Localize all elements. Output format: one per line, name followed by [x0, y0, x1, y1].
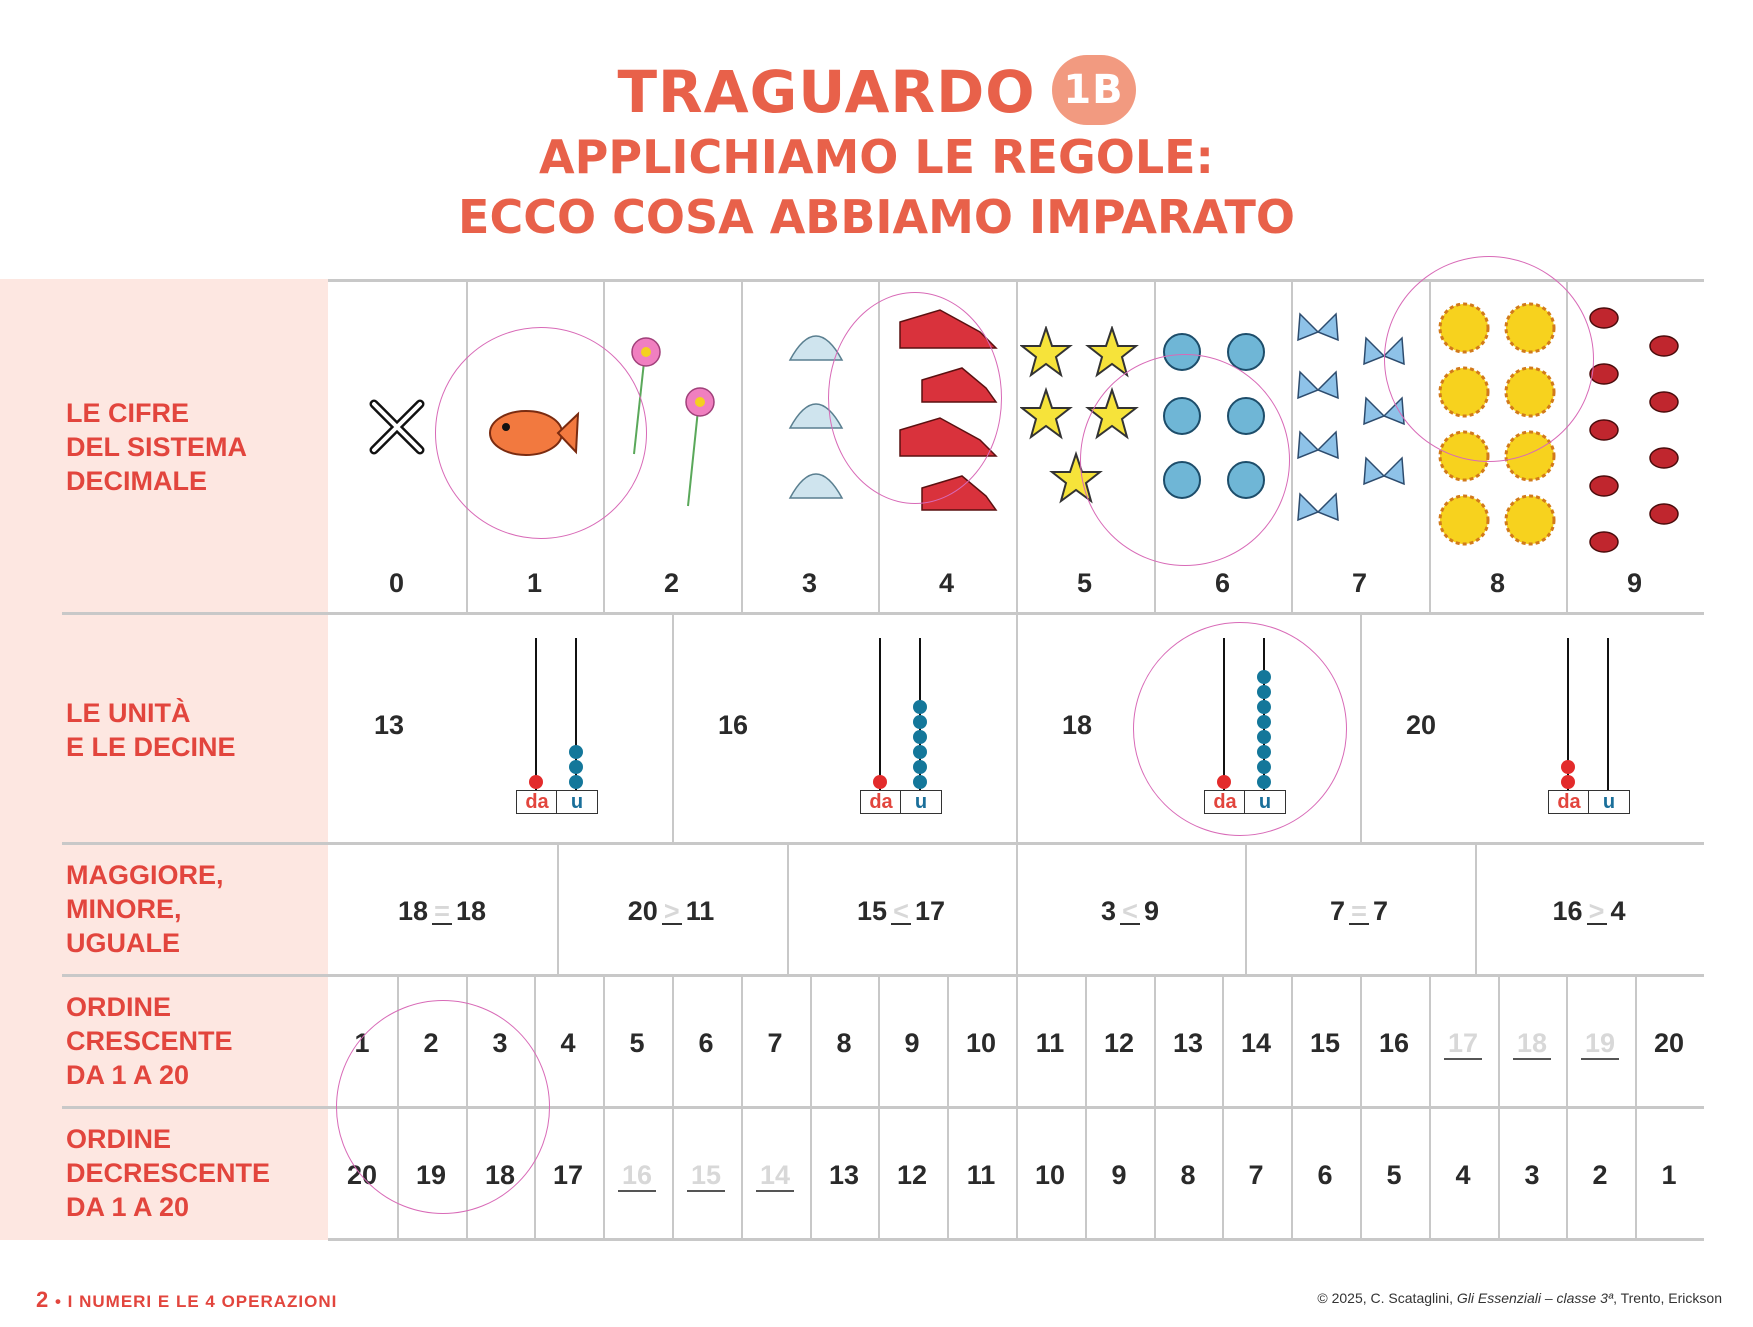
units-label: u — [900, 790, 942, 814]
sequence-number: 17 — [1429, 1028, 1497, 1059]
tens-label: da — [516, 790, 558, 814]
comparison-cell — [1475, 896, 1703, 927]
sequence-number: 19 — [1566, 1028, 1634, 1059]
sequence-number: 12 — [1103, 1028, 1135, 1058]
abacus-number: 18 — [1062, 710, 1093, 740]
bead-tens — [529, 775, 543, 789]
grid-line — [741, 282, 743, 612]
units-label: u — [1588, 790, 1630, 814]
sequence-number: 7 — [1248, 1160, 1264, 1190]
sequence-number: 9 — [904, 1028, 920, 1058]
grid-line — [1360, 615, 1362, 842]
decorative-circle — [828, 292, 1002, 504]
comparison-cell — [787, 896, 1015, 927]
label-units: LE UNITÀ E LE DECINE — [66, 698, 236, 762]
grid-line — [62, 842, 1704, 845]
compare-right: 4 — [1610, 896, 1626, 926]
decorative-circle — [1133, 622, 1347, 836]
bead-units — [913, 760, 927, 774]
sequence-number: 16 — [603, 1160, 671, 1191]
sequence-number: 11 — [1035, 1028, 1065, 1058]
sequence-number: 9 — [1111, 1160, 1127, 1190]
grid-line — [1016, 615, 1018, 842]
sequence-number: 2 — [1592, 1160, 1608, 1190]
sequence-number: 15 — [672, 1160, 740, 1191]
sequence-number: 10 — [1034, 1160, 1066, 1190]
comparison-cell — [1016, 896, 1244, 927]
abacus-number: 20 — [1406, 710, 1437, 740]
zero-cross-icon — [368, 398, 426, 456]
digit-number: 4 — [938, 568, 955, 598]
digit-number: 7 — [1351, 568, 1368, 598]
abacus-number: 13 — [374, 710, 405, 740]
abacus-rod-units — [1607, 638, 1609, 790]
sequence-number: 16 — [1378, 1028, 1410, 1058]
traguardo-badge: 1B — [1052, 55, 1136, 125]
digit-number: 8 — [1489, 568, 1506, 598]
sequence-number: 14 — [741, 1160, 809, 1191]
grid-line — [1291, 282, 1293, 612]
page-number: 2 — [36, 1287, 50, 1312]
decorative-circle — [1080, 354, 1290, 566]
sequence-number: 3 — [1524, 1160, 1540, 1190]
decorative-circle — [435, 327, 647, 539]
footer-section — [36, 1287, 337, 1313]
compare-operator: < — [891, 899, 911, 925]
grid-line — [1016, 282, 1018, 612]
footer-copyright: © 2025, C. Scataglini, Gli Essenziali – classe 3ª, Trento, Erickson — [1317, 1290, 1722, 1306]
digit-number: 3 — [801, 568, 818, 598]
abacus-rod-tens — [879, 638, 881, 790]
units-label: u — [556, 790, 598, 814]
digit-number: 2 — [663, 568, 680, 598]
compare-left: 20 — [627, 896, 658, 926]
digit-number: 0 — [388, 568, 405, 598]
sequence-number: 1 — [1661, 1160, 1677, 1190]
candies-icon — [1580, 294, 1700, 562]
comparison-cell — [557, 896, 785, 927]
title-line1: TRAGUARDO — [617, 58, 1036, 126]
digit-number: 1 — [526, 568, 543, 598]
sequence-number: 3 — [492, 1028, 508, 1058]
sequence-number: 8 — [836, 1028, 852, 1058]
bead-units — [913, 775, 927, 789]
sequence-number: 15 — [1309, 1028, 1341, 1058]
sequence-number: 14 — [1240, 1028, 1272, 1058]
comparison-cell — [1245, 896, 1473, 927]
sequence-number: 5 — [629, 1028, 645, 1058]
sequence-number: 18 — [1498, 1028, 1566, 1059]
label-digits: LE CIFRE DEL SISTEMA DECIMALE — [66, 398, 248, 496]
bead-units — [913, 715, 927, 729]
digit-number: 5 — [1076, 568, 1093, 598]
grid-line — [328, 1238, 1704, 1241]
compare-right: 9 — [1144, 896, 1160, 926]
sequence-number: 20 — [346, 1160, 378, 1190]
compare-left: 15 — [856, 896, 887, 926]
compare-operator: = — [1349, 899, 1369, 925]
compare-left: 16 — [1552, 896, 1583, 926]
label-compare: MAGGIORE, MINORE, UGUALE — [66, 860, 224, 958]
bead-units — [913, 730, 927, 744]
grid-line — [62, 612, 1704, 615]
compare-right: 11 — [685, 896, 715, 926]
comparison-cell — [328, 896, 556, 927]
compare-left: 7 — [1329, 896, 1345, 926]
bead-units — [913, 700, 927, 714]
compare-right: 17 — [915, 896, 946, 926]
compare-operator: < — [1120, 899, 1140, 925]
digit-number: 9 — [1626, 568, 1643, 598]
sequence-number: 13 — [828, 1160, 860, 1190]
bead-units — [569, 775, 583, 789]
sequence-number: 6 — [698, 1028, 714, 1058]
compare-left: 3 — [1100, 896, 1116, 926]
sequence-number: 5 — [1386, 1160, 1402, 1190]
sequence-number: 13 — [1172, 1028, 1204, 1058]
bead-units — [569, 760, 583, 774]
sequence-number: 10 — [965, 1028, 997, 1058]
compare-left: 18 — [397, 896, 428, 926]
sequence-number: 4 — [1455, 1160, 1471, 1190]
grid-line — [62, 974, 1704, 977]
abacus-number: 16 — [718, 710, 749, 740]
sequence-number: 1 — [354, 1028, 370, 1058]
tens-label: da — [860, 790, 902, 814]
tens-label: da — [1204, 790, 1246, 814]
tens-label: da — [1548, 790, 1590, 814]
sequence-number: 18 — [484, 1160, 516, 1190]
digit-number: 6 — [1214, 568, 1231, 598]
sequence-number: 7 — [767, 1028, 783, 1058]
bead-units — [913, 745, 927, 759]
decorative-circle — [1384, 256, 1594, 462]
bead-units — [569, 745, 583, 759]
grid-line — [672, 615, 674, 842]
sequence-number: 11 — [966, 1160, 996, 1190]
sequence-number: 4 — [560, 1028, 576, 1058]
sequence-number: 8 — [1180, 1160, 1196, 1190]
abacus-rod-tens — [535, 638, 537, 790]
subtitle-line3: ECCO COSA ABBIAMO IMPARATO — [458, 190, 1295, 244]
units-label: u — [1244, 790, 1286, 814]
compare-operator: = — [432, 899, 452, 925]
sequence-number: 19 — [415, 1160, 447, 1190]
compare-operator: > — [662, 899, 682, 925]
compare-operator: > — [1587, 899, 1607, 925]
sequence-number: 6 — [1317, 1160, 1333, 1190]
page-title — [0, 58, 1753, 131]
compare-right: 7 — [1373, 896, 1389, 926]
subtitle-line2: APPLICHIAMO LE REGOLE: — [539, 130, 1214, 184]
bead-tens — [1561, 775, 1575, 789]
section-title: • I NUMERI E LE 4 OPERAZIONI — [54, 1292, 338, 1311]
label-descending: ORDINE DECRESCENTE DA 1 A 20 — [66, 1124, 271, 1222]
sequence-number: 20 — [1653, 1028, 1685, 1058]
sequence-number: 17 — [552, 1160, 584, 1190]
compare-right: 18 — [456, 896, 487, 926]
bead-tens — [873, 775, 887, 789]
label-ascending: ORDINE CRESCENTE DA 1 A 20 — [66, 992, 233, 1090]
sequence-number: 12 — [896, 1160, 928, 1190]
sequence-number: 2 — [423, 1028, 439, 1058]
bead-tens — [1561, 760, 1575, 774]
decorative-circle — [336, 1000, 550, 1214]
grid-line — [62, 1106, 1704, 1109]
